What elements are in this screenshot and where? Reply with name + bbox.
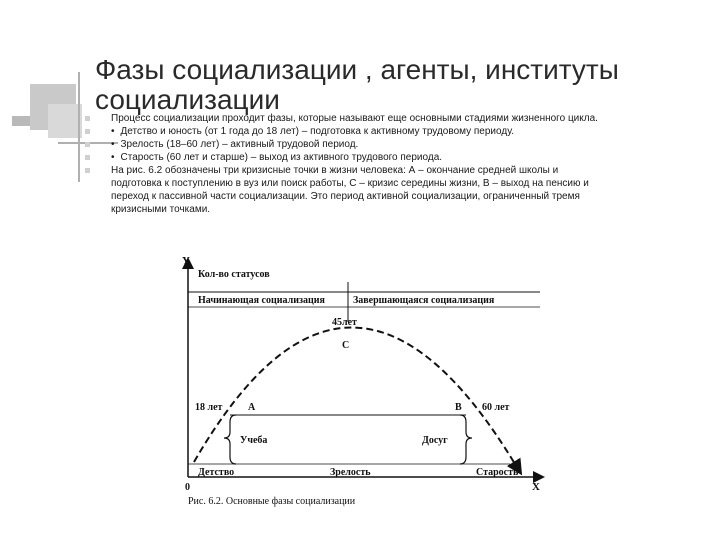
x-axis-letter: X xyxy=(532,481,540,493)
bullet-icon xyxy=(85,142,90,147)
age-right-label: 60 лет xyxy=(482,402,510,413)
bullet-icon xyxy=(85,168,90,173)
phase-text: Зрелость (18–60 лет) – активный трудовой период. xyxy=(120,139,359,150)
origin-label: 0 xyxy=(185,482,190,493)
right-brace xyxy=(460,415,472,464)
stage-maturity-label: Зрелость xyxy=(330,467,371,478)
point-c-label: С xyxy=(342,340,350,351)
crisis-text: На рис. 6.2 обозначены три кризисные точки в жизни человека: А – окончание средней школы и подготовка к поступлению в вуз или поиск работы, С – кризис середины жизни, В – выход на пенсию и переход к пассивной части социализации. Это период активной социализации, ограниченный тремя кризисными точками. xyxy=(111,165,589,215)
slide-title: Фазы социализации , агенты, институты социализации xyxy=(95,54,619,115)
phase-dot: • xyxy=(111,152,115,163)
bullet-icon xyxy=(85,116,90,121)
slide-body xyxy=(85,112,605,216)
brace-right-label: Досуг xyxy=(422,435,448,446)
stage-childhood-label: Детство xyxy=(198,467,235,478)
peak-age-label: 45лет xyxy=(332,317,357,328)
point-b-label: В xyxy=(455,402,462,413)
y-axis-label: Кол-во статусов xyxy=(198,269,270,280)
phase-text: Детство и юность (от 1 года до 18 лет) – подготовка к активному трудовому периоду. xyxy=(120,126,514,137)
phase-item xyxy=(85,151,605,164)
phase-dot: • xyxy=(111,139,115,150)
phase-text: Старость (60 лет и старше) – выход из активного трудового периода. xyxy=(120,152,443,163)
socialization-figure xyxy=(170,252,560,517)
phase-item xyxy=(85,125,605,138)
figure-svg xyxy=(170,252,560,517)
figure-caption: Рис. 6.2. Основные фазы социализации xyxy=(188,496,356,507)
left-brace xyxy=(224,415,236,464)
bullet-icon xyxy=(85,155,90,160)
intro-text: Процесс социализации проходит фазы, которые называют еще основными стадиями жизненного цикла. xyxy=(111,113,598,124)
decor-square-light xyxy=(48,104,82,138)
bullet-icon xyxy=(85,129,90,134)
stage-old-label: Старость xyxy=(476,467,519,478)
crisis-paragraph xyxy=(85,164,605,216)
brace-left-label: Учеба xyxy=(240,435,268,446)
y-axis-letter: Y xyxy=(182,255,190,267)
phase-dot: • xyxy=(111,126,115,137)
decor-vertical-line xyxy=(78,72,80,182)
age-left-label: 18 лет xyxy=(195,402,223,413)
point-a-label: А xyxy=(248,402,256,413)
segment-right-label: Завершающаяся социализация xyxy=(353,295,495,306)
phase-item xyxy=(85,138,605,151)
intro-paragraph xyxy=(85,112,605,125)
segment-left-label: Начинающая социализация xyxy=(198,295,325,306)
